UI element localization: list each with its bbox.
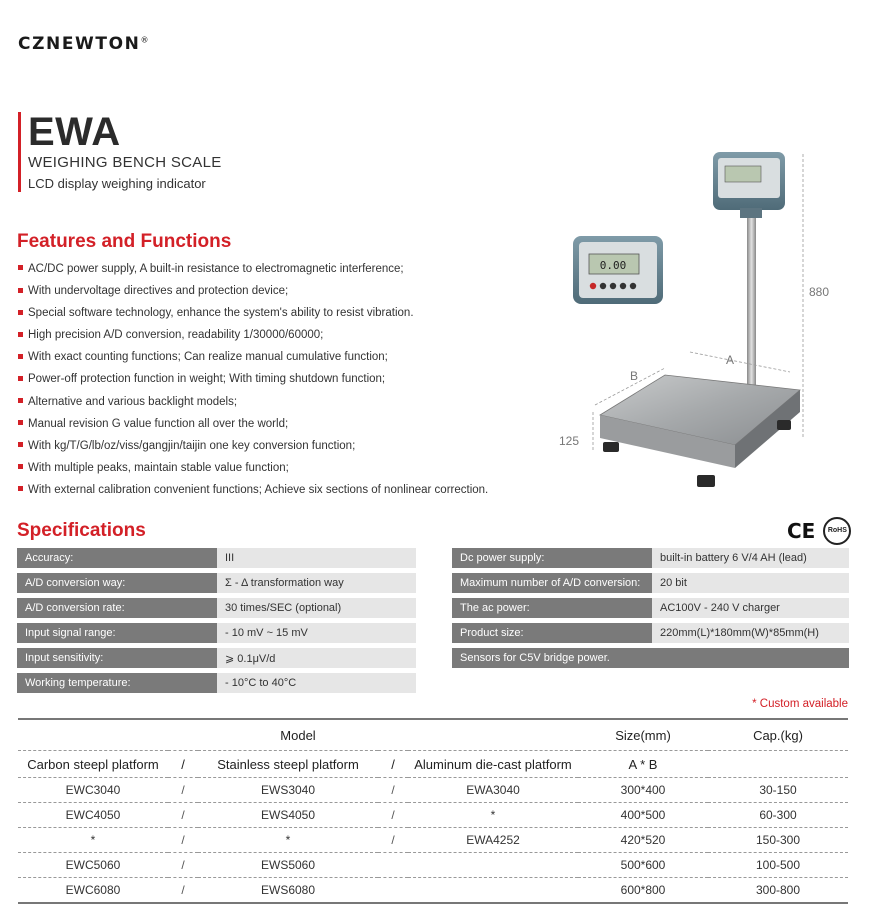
product-subtitle: WEIGHING BENCH SCALE xyxy=(28,154,222,171)
spec-label: A/D conversion rate: xyxy=(17,598,217,618)
aluminum-header: Aluminum die-cast platform xyxy=(408,751,578,778)
separator: / xyxy=(168,778,198,803)
spec-row xyxy=(452,548,849,568)
dimension-platform-label: 125 xyxy=(559,434,580,448)
model-table-header xyxy=(18,719,848,751)
feature-item: Alternative and various backlight models; xyxy=(18,391,488,413)
feature-item: With undervoltage directives and protection device; xyxy=(18,280,488,302)
model-header: Model xyxy=(18,719,578,751)
spec-value: - 10 mV ~ 15 mV xyxy=(217,623,416,643)
separator: / xyxy=(168,878,198,904)
table-row xyxy=(18,803,848,828)
carbon-model: EWC6080 xyxy=(18,878,168,904)
indicator-front-view xyxy=(573,236,663,304)
spec-label: Input sensitivity: xyxy=(17,648,217,668)
dimension-b-label: B xyxy=(630,369,639,383)
spec-table-right xyxy=(452,543,849,673)
aluminum-model xyxy=(408,853,578,878)
cap-value: 30-150 xyxy=(708,778,848,803)
spec-value: ⩾ 0.1μV/d xyxy=(217,648,416,668)
spec-value: 20 bit xyxy=(652,573,849,593)
spec-row xyxy=(452,598,849,618)
stainless-header: Stainless steepl platform xyxy=(198,751,378,778)
table-row xyxy=(18,828,848,853)
spec-row xyxy=(17,573,416,593)
cap-value: 60-300 xyxy=(708,803,848,828)
carbon-model: EWC5060 xyxy=(18,853,168,878)
features-list xyxy=(18,258,488,501)
spec-label: Maximum number of A/D conversion: xyxy=(452,573,652,593)
product-model: EWA xyxy=(28,110,121,154)
feature-item: High precision A/D conversion, readability 1/30000/60000; xyxy=(18,324,488,346)
spec-row xyxy=(17,673,416,693)
stainless-model: EWS6080 xyxy=(198,878,378,904)
spec-row xyxy=(452,623,849,643)
indicator-on-column xyxy=(713,152,785,218)
spec-row xyxy=(17,623,416,643)
aluminum-model: EWA3040 xyxy=(408,778,578,803)
carbon-model: * xyxy=(18,828,168,853)
table-row xyxy=(18,878,848,904)
certifications xyxy=(787,517,851,545)
spec-row xyxy=(452,648,849,668)
spec-label: The ac power: xyxy=(452,598,652,618)
aluminum-model: * xyxy=(408,803,578,828)
cap-value: 150-300 xyxy=(708,828,848,853)
stainless-model: EWS4050 xyxy=(198,803,378,828)
cap-value: 300-800 xyxy=(708,878,848,904)
feature-item: Power-off protection function in weight; With timing shutdown function; xyxy=(18,368,488,390)
feature-item: Manual revision G value function all over the world; xyxy=(18,413,488,435)
spec-table-left xyxy=(17,543,416,698)
separator: / xyxy=(168,828,198,853)
display-reading: 0.00 xyxy=(599,259,627,272)
spec-label: Working temperature: xyxy=(17,673,217,693)
separator: / xyxy=(168,751,198,778)
table-row xyxy=(18,778,848,803)
stainless-model: EWS5060 xyxy=(198,853,378,878)
spec-value: - 10°C to 40°C xyxy=(217,673,416,693)
stainless-model: EWS3040 xyxy=(198,778,378,803)
spec-label: Dc power supply: xyxy=(452,548,652,568)
spec-value: Σ - Δ transformation way xyxy=(217,573,416,593)
brand-logo: CZNEWTON® xyxy=(18,34,151,54)
stainless-model: * xyxy=(198,828,378,853)
spec-label: Accuracy: xyxy=(17,548,217,568)
aluminum-model xyxy=(408,878,578,904)
size-value: 500*600 xyxy=(578,853,708,878)
spec-value: built-in battery 6 V/4 AH (lead) xyxy=(652,548,849,568)
table-row xyxy=(18,853,848,878)
feature-item: With kg/T/G/lb/oz/viss/gangjin/taijin one key conversion function; xyxy=(18,435,488,457)
spec-row xyxy=(17,648,416,668)
model-table-subheader xyxy=(18,751,848,778)
carbon-model: EWC4050 xyxy=(18,803,168,828)
carbon-header: Carbon steepl platform xyxy=(18,751,168,778)
aluminum-model: EWA4252 xyxy=(408,828,578,853)
spec-value: 220mm(L)*180mm(W)*85mm(H) xyxy=(652,623,849,643)
feature-item: AC/DC power supply, A built-in resistance to electromagnetic interference; xyxy=(18,258,488,280)
spec-label: Product size: xyxy=(452,623,652,643)
feature-item: Special software technology, enhance the system's ability to resist vibration. xyxy=(18,302,488,324)
spec-label: A/D conversion way: xyxy=(17,573,217,593)
ab-header: A * B xyxy=(578,751,708,778)
cap-header: Cap.(kg) xyxy=(708,719,848,751)
separator: / xyxy=(168,803,198,828)
ce-mark-icon: CE xyxy=(787,519,816,543)
feature-item: With multiple peaks, maintain stable value function; xyxy=(18,457,488,479)
separator: / xyxy=(378,828,408,853)
spec-value: 30 times/SEC (optional) xyxy=(217,598,416,618)
spec-value: III xyxy=(217,548,416,568)
spec-row xyxy=(17,598,416,618)
separator: / xyxy=(378,751,408,778)
dimension-height-label: 880 xyxy=(809,285,830,299)
custom-available-note: * Custom available xyxy=(752,698,848,710)
size-value: 300*400 xyxy=(578,778,708,803)
size-value: 420*520 xyxy=(578,828,708,853)
product-description: LCD display weighing indicator xyxy=(28,176,206,191)
size-header: Size(mm) xyxy=(578,719,708,751)
spec-label: Input signal range: xyxy=(17,623,217,643)
feature-item: With exact counting functions; Can realize manual cumulative function; xyxy=(18,346,488,368)
feature-item: With external calibration convenient functions; Achieve six sections of nonlinear correction. xyxy=(18,479,488,501)
size-value: 600*800 xyxy=(578,878,708,904)
rohs-badge-icon: RoHS xyxy=(823,517,851,545)
size-value: 400*500 xyxy=(578,803,708,828)
dimension-a-label: A xyxy=(726,353,735,367)
scale-column xyxy=(747,205,756,385)
separator: / xyxy=(378,803,408,828)
bench-scale-illustration xyxy=(555,150,855,500)
separator: / xyxy=(378,778,408,803)
separator: / xyxy=(168,853,198,878)
title-accent-bar xyxy=(18,112,21,192)
spec-label: Sensors for C5V bridge power. xyxy=(452,648,849,668)
cap-value: 100-500 xyxy=(708,853,848,878)
carbon-model: EWC3040 xyxy=(18,778,168,803)
spec-row xyxy=(452,573,849,593)
features-title: Features and Functions xyxy=(17,231,232,252)
spec-row xyxy=(17,548,416,568)
model-table xyxy=(18,718,848,904)
spec-value: AC100V - 240 V charger xyxy=(652,598,849,618)
specifications-title: Specifications xyxy=(17,520,146,541)
